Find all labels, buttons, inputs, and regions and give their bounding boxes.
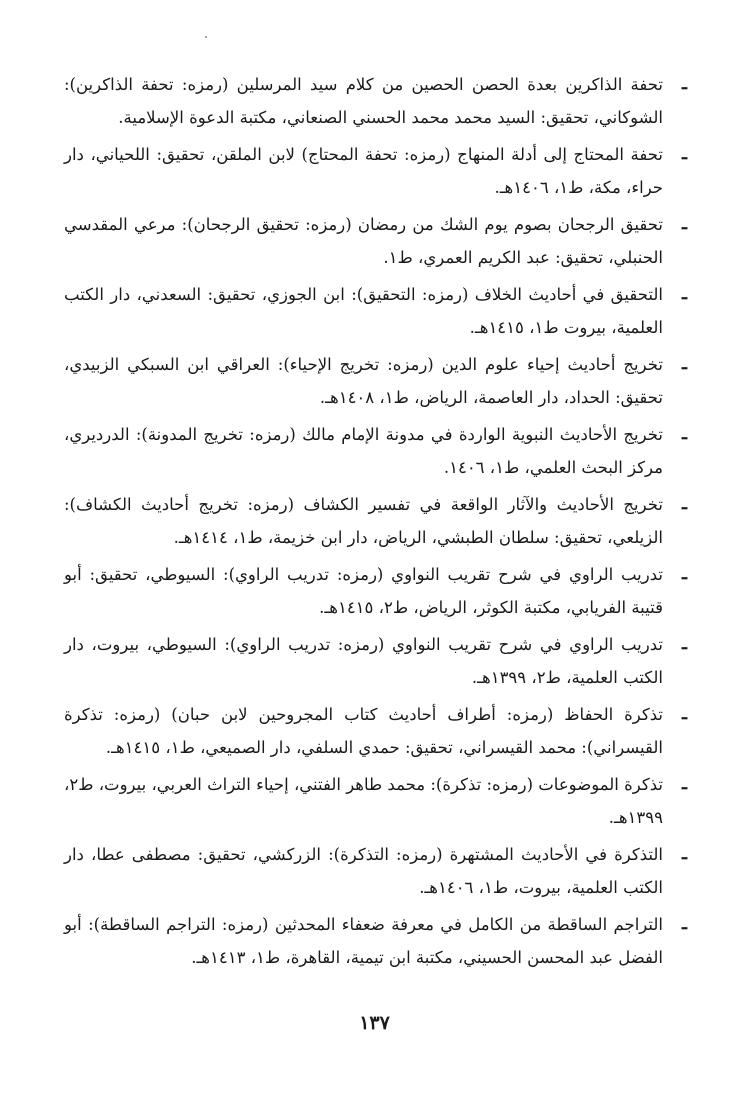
entry-bullet: ـ [682, 494, 687, 514]
bibliography-entry [64, 278, 687, 344]
bibliography-list [64, 68, 687, 978]
entry-bullet: ـ [682, 774, 687, 794]
entry-bullet: ـ [682, 424, 687, 444]
bibliography-entry [64, 138, 687, 204]
entry-text: تذكرة الحفاظ (رمزه: أطراف أحاديث كتاب المجروحين لابن حبان) (رمزه: تذكرة القيسراني): محمد القيسراني، تحقيق: حمدي السلفي، دار الصميعي، ط١، ١٤١٥هـ. [64, 705, 663, 757]
entry-bullet: ـ [682, 844, 687, 864]
bibliography-entry [64, 838, 687, 904]
bibliography-entry [64, 418, 687, 484]
entry-text: تذكرة الموضوعات (رمزه: تذكرة): محمد طاهر الفتني، إحياء التراث العربي، بيروت، ط٢، ١٣٩٩هـ. [64, 775, 663, 827]
bibliography-entry [64, 558, 687, 624]
scan-speck [205, 36, 207, 38]
entry-text: تحقيق الرجحان بصوم يوم الشك من رمضان (رمزه: تحقيق الرجحان): مرعي المقدسي الحنبلي، تحقيق: عبد الكريم العمري، ط١. [64, 215, 663, 267]
entry-text: تخريج أحاديث إحياء علوم الدين (رمزه: تخريج الإحياء): العراقي ابن السبكي الزبيدي، تحقيق: الحداد، دار العاصمة، الرياض، ط١، ١٤٠٨هـ. [64, 355, 663, 407]
entry-bullet: ـ [682, 914, 687, 934]
bibliography-entry [64, 908, 687, 974]
entry-text: التذكرة في الأحاديث المشتهرة (رمزه: التذكرة): الزركشي، تحقيق: مصطفى عطا، دار الكتب العلمية، بيروت، ط١، ١٤٠٦هـ. [64, 845, 663, 897]
entry-bullet: ـ [682, 284, 687, 304]
bibliography-entry [64, 68, 687, 134]
entry-text: تخريج الأحاديث النبوية الواردة في مدونة الإمام مالك (رمزه: تخريج المدونة): الدرديري، مركز البحث العلمي، ط١، ١٤٠٦. [64, 425, 663, 477]
bibliography-entry [64, 348, 687, 414]
entry-text: التحقيق في أحاديث الخلاف (رمزه: التحقيق): ابن الجوزي، تحقيق: السعدني، دار الكتب العلمية، بيروت ط١، ١٤١٥هـ. [64, 285, 663, 337]
entry-bullet: ـ [682, 214, 687, 234]
entry-bullet: ـ [682, 634, 687, 654]
entry-text: التراجم الساقطة من الكامل في معرفة ضعفاء المحدثين (رمزه: التراجم الساقطة): أبو الفضل عبد المحسن الحسيني، مكتبة ابن تيمية، القاهرة، ط١، ١٤١٣هـ. [64, 915, 663, 967]
entry-text: تخريج الأحاديث والآثار الواقعة في تفسير الكشاف (رمزه: تخريج أحاديث الكشاف): الزيلعي، تحقيق: سلطان الطبشي، الرياض، دار ابن خزيمة، ط١، ١٤١٤هـ. [64, 495, 663, 547]
bibliography-entry [64, 698, 687, 764]
page-number: ١٣٧ [359, 1012, 390, 1034]
entry-text: تدريب الراوي في شرح تقريب النواوي (رمزه: تدريب الراوي): السيوطي، تحقيق: أبو قتيبة الفريابي، مكتبة الكوثر، الرياض، ط٢، ١٤١٥هـ. [64, 565, 663, 617]
entry-text: تحفة الذاكرين بعدة الحصن الحصين من كلام سيد المرسلين (رمزه: تحفة الذاكرين): الشوكاني، تحقيق: السيد محمد محمد الحسني الصنعاني، مكتبة الدعوة الإسلامية. [64, 75, 663, 127]
entry-bullet: ـ [682, 354, 687, 374]
bibliography-entry [64, 488, 687, 554]
bibliography-entry [64, 628, 687, 694]
bibliography-entry [64, 768, 687, 834]
entry-text: تدريب الراوي في شرح تقريب النواوي (رمزه: تدريب الراوي): السيوطي، بيروت، دار الكتب العلمية، ط٢، ١٣٩٩هـ. [64, 635, 663, 687]
entry-bullet: ـ [682, 144, 687, 164]
entry-bullet: ـ [682, 704, 687, 724]
bibliography-entry [64, 208, 687, 274]
entry-bullet: ـ [682, 564, 687, 584]
entry-bullet: ـ [682, 74, 687, 94]
entry-text: تحفة المحتاج إلى أدلة المنهاج (رمزه: تحفة المحتاج) لابن الملقن، تحقيق: اللحياني، دار حراء، مكة، ط١، ١٤٠٦هـ. [64, 145, 663, 197]
